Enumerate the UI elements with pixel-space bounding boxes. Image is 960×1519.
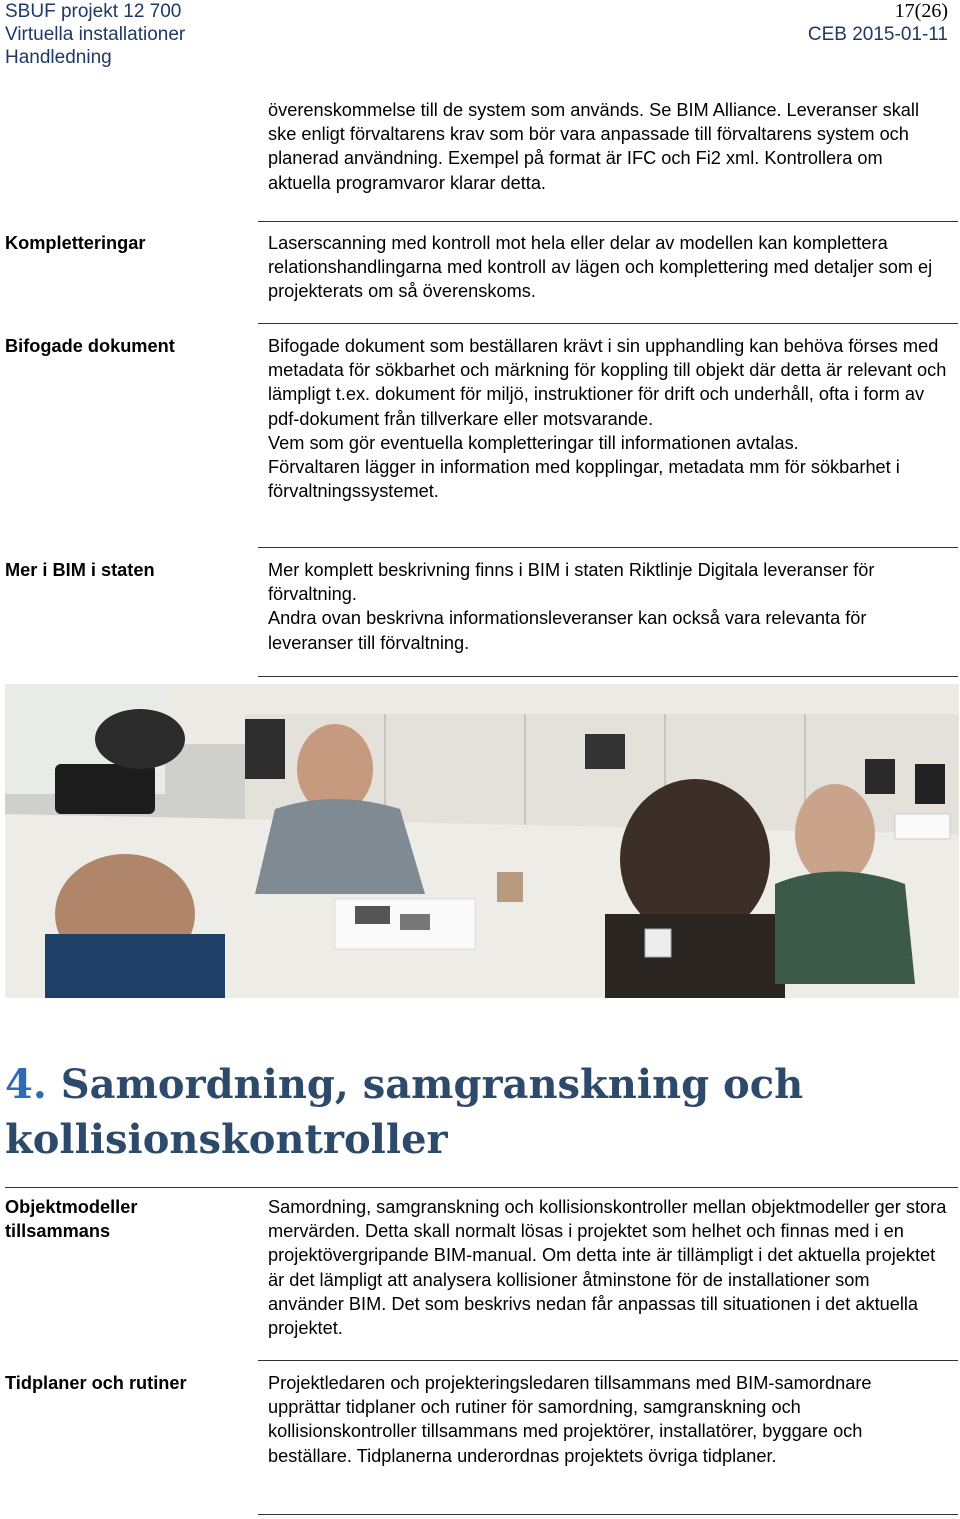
meeting-photo (5, 684, 959, 998)
project-name: SBUF projekt 12 700 (5, 1, 182, 22)
meeting-photo-illustration (5, 684, 959, 998)
side-heading-tidplaner: Tidplaner och rutiner (5, 1373, 187, 1393)
divider (258, 221, 958, 222)
divider (258, 676, 958, 677)
objektmodeller-text: Samordning, samgranskning och kollisionskontroller mellan objektmodeller ger stora mervärden. Detta skall normalt lösas i projektet som helhet och finnas med i en projektövergripande BIM-manual. Om detta inte är tillämpligt i det aktuella projektet är det lämpligt att analysera kollisioner åtminstone för de installationer som använder BIM. Det som beskrivs nedan får anpassas till situationen i det aktuella projektet. (268, 1197, 947, 1339)
mer-i-bim-text: Mer komplett beskrivning finns i BIM i staten Riktlinje Digitala leveranser för förvaltning. (268, 560, 875, 605)
bifogade-text: Bifogade dokument som beställaren krävt i sin upphandling kan behöva förses med metadata för sökbarhet och märkning för koppling till objekt där detta är relevant och lämpligt t.ex. dokument för miljö, instruktioner för drift och underhåll, ofta i form av pdf-dokument från tillverkare eller motsvarande. (268, 336, 947, 429)
side-heading-mer-i-bim: Mer i BIM i staten (5, 560, 155, 580)
chapter-title: Samordning, samgranskning och kollisionskontroller (5, 1061, 804, 1163)
project-subtitle: Virtuella installationer (5, 24, 186, 45)
bifogade-text-2: Vem som gör eventuella kompletteringar till informationen avtalas. (268, 432, 799, 453)
chapter-heading (5, 1057, 955, 1167)
page-header-left (5, 0, 185, 69)
kompletteringar-paragraph (268, 231, 948, 304)
mer-i-bim-paragraph (268, 558, 948, 655)
org-date: CEB 2015-01-11 (807, 24, 948, 45)
tidplaner-paragraph (268, 1371, 948, 1468)
bifogade-paragraph (268, 334, 948, 503)
divider (258, 1360, 958, 1361)
divider (5, 1187, 958, 1188)
document-type: Handledning (5, 47, 112, 68)
page-header-right (808, 0, 948, 46)
tidplaner-text: Projektledaren och projekteringsledaren tillsammans med BIM-samordnare upprättar tidplaner och rutiner för samordning, samgranskning och kollisionskontroller tillsammans med projektörer, installatörer, byggare och beställare. Tidplanerna underordnas projektets övriga tidplaner. (268, 1373, 872, 1466)
side-heading-kompletteringar: Kompletteringar (5, 233, 146, 253)
bifogade-text-3: Förvaltaren lägger in information med kopplingar, metadata mm för sökbarhet i förvaltningssystemet. (268, 457, 900, 502)
side-heading-bifogade-dokument: Bifogade dokument (5, 336, 175, 356)
intro-paragraph (268, 98, 948, 195)
divider (258, 323, 958, 324)
side-heading-objektmodeller: Objektmodeller tillsammans (5, 1197, 138, 1241)
chapter-number: 4. (5, 1061, 47, 1108)
intro-text: överenskommelse till de system som används. Se BIM Alliance. Leveranser skall ske enligt förvaltarens krav som bör vara anpassade till förvaltarens system och planerad användning. Exempel på format är IFC och Fi2 xml. Kontrollera om aktuella programvaror klarar detta. (268, 100, 919, 193)
objektmodeller-paragraph (268, 1195, 948, 1340)
kompletteringar-text: Laserscanning med kontroll mot hela eller delar av modellen kan komplettera relationshandlingarna med kontroll av lägen och komplettering med detaljer som ej projekterats om så överenskoms. (268, 233, 933, 302)
mer-i-bim-text-2: Andra ovan beskrivna informationsleveranser kan också vara relevanta för leveranser till förvaltning. (268, 608, 867, 653)
page-number: 17(26) (894, 0, 948, 22)
divider (258, 1514, 958, 1515)
divider (258, 547, 958, 548)
